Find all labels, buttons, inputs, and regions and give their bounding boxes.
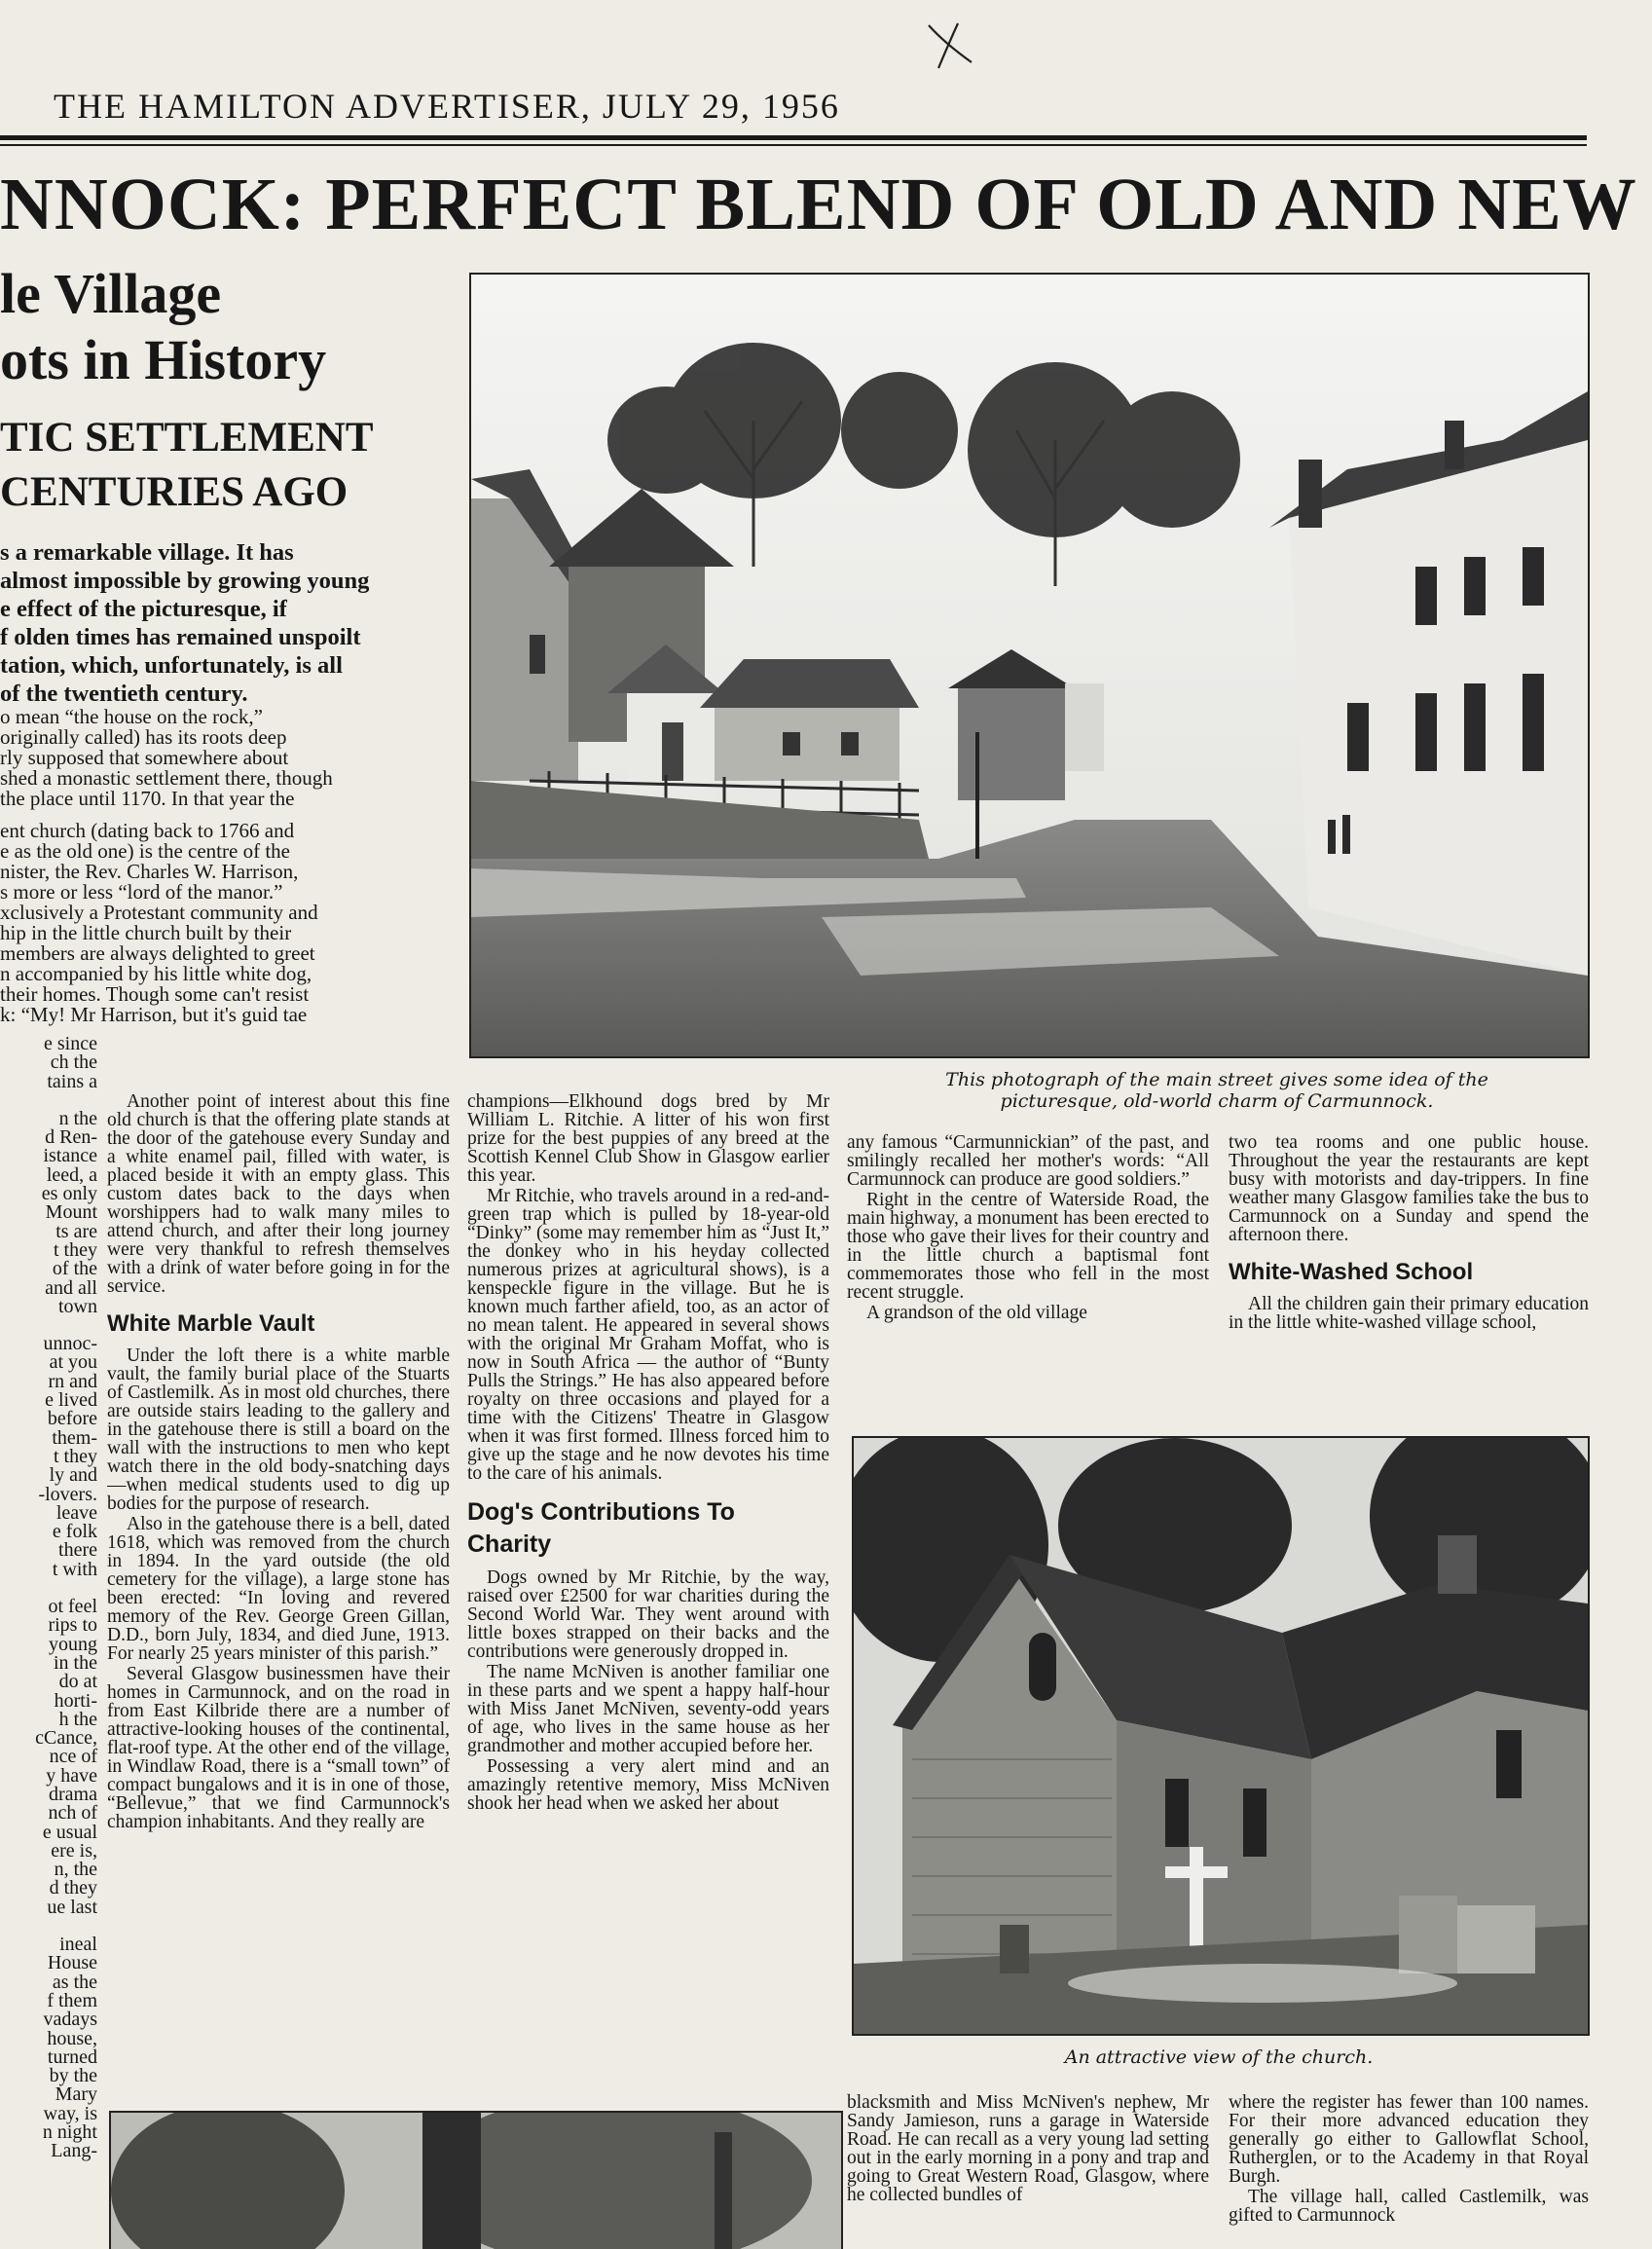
text-line: nch of	[48, 1802, 97, 1825]
text-line: y have	[46, 1764, 97, 1787]
subheadline-primary-line2: ots in History	[0, 328, 327, 391]
text-line: s more or less “lord of the manor.”	[0, 880, 283, 903]
masthead-rule-thin	[0, 144, 1587, 146]
text-line: ch the	[50, 1051, 97, 1074]
subheadline-secondary-line1: TIC SETTLEMENT	[0, 415, 374, 461]
text-line: e since	[44, 1033, 97, 1054]
intro-line: tation, which, unfortunately, is all	[0, 652, 343, 679]
text-line: t they	[54, 1238, 97, 1261]
text-line: k: “My! Mr Harrison, but it's guid tae	[0, 1003, 308, 1026]
bottom-photo-image	[111, 2113, 841, 2249]
text-line: in the	[54, 1651, 97, 1674]
text-line: them-	[52, 1426, 97, 1449]
street-scene-image	[471, 275, 1588, 1056]
text-line: members are always delighted to greet	[0, 941, 315, 965]
subheadline-secondary	[0, 411, 458, 520]
column-5-bottom	[1229, 2093, 1589, 2236]
text-line: t with	[52, 1558, 97, 1580]
photo-church-caption: An attractive view of the church.	[1064, 2046, 1374, 2068]
column-3	[467, 1092, 829, 2076]
caption-line: This photograph of the main street gives some idea of the	[945, 1069, 1488, 1090]
section-heading-white-marble-vault: White Marble Vault	[107, 1310, 315, 1337]
text-line: istance	[43, 1145, 97, 1167]
text-line: leed, a	[46, 1163, 97, 1186]
text-line: by the	[49, 2065, 97, 2087]
text-line: leave	[55, 1501, 97, 1524]
headline: NNOCK: PERFECT BLEND OF OLD AND NEW	[0, 164, 1637, 245]
text-line: cCance,	[35, 1727, 97, 1750]
text-line: h the	[58, 1708, 97, 1730]
text-line: unnoc-	[43, 1333, 97, 1355]
intro-paragraph	[0, 538, 450, 708]
text-line: tains a	[47, 1070, 97, 1092]
text-line: e lived	[45, 1389, 97, 1412]
text-line: e as the old one) is the centre of the	[0, 839, 290, 863]
photo-main-street	[469, 273, 1590, 1058]
section-heading-white-washed-school: White-Washed School	[1229, 1259, 1474, 1285]
text-line: the place until 1170. In that year the	[0, 787, 295, 810]
text-line: ly and	[49, 1464, 97, 1487]
subheadline-secondary-line2: CENTURIES AGO	[0, 469, 349, 515]
text-line: hip in the little church built by their	[0, 921, 292, 944]
photo-main-street-caption	[827, 1069, 1606, 1112]
left-column-cutoff	[0, 1035, 97, 2161]
paragraph: any famous “Carmunnickian” of the past, and smilingly recalled her mother's words: “All Carmunnock can produce are good soldiers.”	[847, 1133, 1209, 1190]
text-line: n night	[42, 2121, 97, 2144]
text-line: e usual	[42, 1821, 97, 1843]
text-line: house,	[47, 2027, 97, 2049]
text-line: their homes. Though some can't resist	[0, 982, 310, 1006]
text-line: ent church (dating back to 1766 and	[0, 819, 295, 842]
paragraph: two tea rooms and one public house. Throughout the year the restaurants are kept busy with motorists and day-trippers. In fine weather many Glasgow families take the bus to Carmunnock on a Sunday and spend the afternoon there.	[1229, 1133, 1589, 1245]
paragraph: Several Glasgow businessmen have their homes in Carmunnock, and on the road in from East Kilbride there are a number of attractive-looking houses of the continental, flat-roof type. At the other end of the village, in Windlaw Road, there is a “small town” of compact bungalows and it is in one of those, “Bellevue,” that we find Carmunnock's champion inhabitants. And they really are	[107, 1664, 450, 1832]
photo-church	[852, 1436, 1590, 2036]
paragraph: All the children gain their primary education in the little white-washed village school,	[1229, 1294, 1589, 1333]
text-line: es only	[41, 1183, 97, 1205]
church-image	[854, 1438, 1588, 2034]
text-line: n, the	[54, 1859, 97, 1881]
text-line: vadays	[43, 2009, 97, 2031]
paragraph: Dogs owned by Mr Ritchie, by the way, raised over £2500 for war charities during the Second World War. They went around with little boxes strapped on their backs and the contributions were generously dropped in.	[467, 1567, 829, 1662]
intro-line: s a remarkable village. It has	[0, 539, 294, 566]
text-line: -lovers.	[38, 1483, 97, 1505]
text-line: way, is	[43, 2102, 97, 2124]
heading-line: Charity	[467, 1530, 552, 1558]
text-line: nce of	[49, 1746, 97, 1768]
text-line: ts are	[55, 1220, 97, 1242]
text-line: ue last	[47, 1896, 97, 1918]
text-line: at you	[49, 1351, 97, 1374]
paragraph: Under the loft there is a white marble vault, the family burial place of the Stuarts of Castlemilk. As in most old churches, there are outside stairs leading to the gallery and in the gatehouse there is still a board on the wall with the instructions to men who kept watch there in the old body-snatching days—when medical students used to dig up bodies for the purpose of research.	[107, 1346, 450, 1514]
text-line: Mount	[45, 1201, 97, 1224]
text-line: town	[58, 1295, 97, 1317]
paragraph: The name McNiven is another familiar one in these parts and we spent a happy half-hour with Miss Janet McNiven, seventy-odd years of age, who lives in the same house as her grandmother and mother accupied before her.	[467, 1662, 829, 1756]
heading-line: Dog's Contributions To	[467, 1498, 735, 1526]
text-line: n the	[58, 1107, 97, 1129]
text-line: f them	[47, 1989, 97, 2011]
text-line: shed a monastic settlement there, though	[0, 766, 333, 790]
text-line: ere is,	[51, 1839, 97, 1862]
text-line: rly supposed that somewhere about	[0, 746, 289, 769]
text-line: of the	[52, 1258, 97, 1280]
text-line: and all	[45, 1276, 97, 1299]
paragraph: A grandson of the old village	[866, 1303, 1087, 1323]
caption-line: picturesque, old-world charm of Carmunnock.	[1000, 1090, 1434, 1112]
text-line: rips to	[48, 1614, 97, 1637]
intro-line: almost impossible by growing young	[0, 568, 370, 594]
text-line: do at	[58, 1671, 97, 1693]
subheadline-primary-line1: le Village	[0, 262, 222, 325]
text-line: House	[47, 1952, 97, 1974]
left-column-top	[0, 707, 450, 1025]
intro-line: e effect of the picturesque, if	[0, 596, 287, 622]
text-line: ot feel	[48, 1596, 97, 1618]
paragraph: Possessing a very alert mind and an amazingly retentive memory, Miss McNiven shook her head when we asked her about	[467, 1756, 829, 1814]
text-line: t they	[54, 1445, 97, 1467]
text-line: horti-	[54, 1689, 97, 1712]
paragraph: Also in the gatehouse there is a bell, dated 1618, which was removed from the church in 1894. In the yard outside (the old cemetery for the village), a large stone has been erected: “In loving and revered memory of the Rev. George Green Gillan, D.D., born July, 1834, and died June, 1913. For nearly 25 years minister of this parish.”	[107, 1514, 450, 1664]
text-line: Lang-	[51, 2140, 97, 2162]
column-5-top	[1229, 1133, 1589, 1406]
text-line: as the	[52, 1971, 97, 1993]
masthead-rule-thick	[0, 135, 1587, 140]
text-line: o mean “the house on the rock,”	[0, 705, 263, 728]
text-line: there	[58, 1539, 97, 1562]
paragraph: Mr Ritchie, who travels around in a red-and-green trap which is pulled by 18-year-old “Dinky” (some may remember him as “Just It,” the donkey who in his heyday collected numerous prizes at agricultural shows), is a kenspeckle figure in the village. But he is known much farther afield, too, as an actor of no mean talent. He appeared in several shows with the original Mr Graham Moffat, who is now in South Africa — the author of “Bunty Pulls the Strings.” He has also appeared before royalty on three occasions and played for a time with the Citizens' Theatre in Glasgow when it was first formed. Illness forced him to give up the stage and he now devotes his time to the care of his animals.	[467, 1186, 829, 1484]
pen-cross-mark	[915, 19, 983, 73]
paragraph: where the register has fewer than 100 names. For their more advanced education they generally go either to Gallowflat School, Rutherglen, or to the Academy in that Royal Burgh.	[1229, 2093, 1589, 2187]
text-line: d Ren-	[45, 1126, 97, 1149]
paragraph: blacksmith and Miss McNiven's nephew, Mr Sandy Jamieson, runs a garage in Waterside Road. He can recall as a very young lad setting out in the early morning in a pony and trap and going to Great Western Road, Glasgow, where he collected bundles of	[847, 2093, 1209, 2205]
text-line: turned	[47, 2046, 97, 2068]
text-line: n accompanied by his little white dog,	[0, 962, 312, 985]
paragraph: champions—Elkhound dogs bred by Mr William L. Ritchie. A litter of his won first prize for the best puppies of any breed at the Scottish Kennel Club Show in Glasgow earlier this year.	[467, 1092, 829, 1186]
text-line: rn and	[48, 1370, 97, 1392]
subheadline-primary	[0, 261, 458, 393]
paragraph: Right in the centre of Waterside Road, the main highway, a monument has been erected to those who gave their lives for their country and in the little church a baptismal font commemorates those who fell in the most recent struggle.	[847, 1190, 1209, 1303]
paragraph: Another point of interest about this fine old church is that the offering plate stands at the door of the gatehouse every Sunday and a white enamel pail, filled with water, is placed beside it with an empty glass. This custom dates back to the days when worshippers had to walk many miles to attend church, and after their long journey were very thankful to refresh themselves with a drink of water before going in for the service.	[107, 1092, 450, 1297]
paragraph: The village hall, called Castlemilk, was gifted to Carmunnock	[1229, 2187, 1589, 2226]
text-line: young	[49, 1633, 97, 1655]
column-2	[107, 1092, 450, 2076]
text-line: nister, the Rev. Charles W. Harrison,	[0, 860, 299, 883]
text-line: originally called) has its roots deep	[0, 725, 287, 749]
photo-bottom-partial	[109, 2111, 843, 2249]
column-4-top	[847, 1133, 1209, 1406]
text-line: d they	[49, 1877, 97, 1899]
masthead: THE HAMILTON ADVERTISER, JULY 29, 1956	[54, 87, 840, 126]
text-line: before	[47, 1408, 97, 1430]
text-line: e folk	[52, 1521, 97, 1543]
intro-line: of the twentieth century.	[0, 681, 248, 707]
text-line: xclusively a Protestant community and	[0, 901, 318, 924]
text-line: drama	[49, 1783, 97, 1805]
intro-line: f olden times has remained unspoilt	[0, 624, 361, 650]
section-heading-dogs-contributions	[467, 1496, 829, 1561]
text-line: ineal	[59, 1934, 97, 1956]
column-4-bottom	[847, 2093, 1209, 2236]
text-line: Mary	[55, 2083, 97, 2106]
